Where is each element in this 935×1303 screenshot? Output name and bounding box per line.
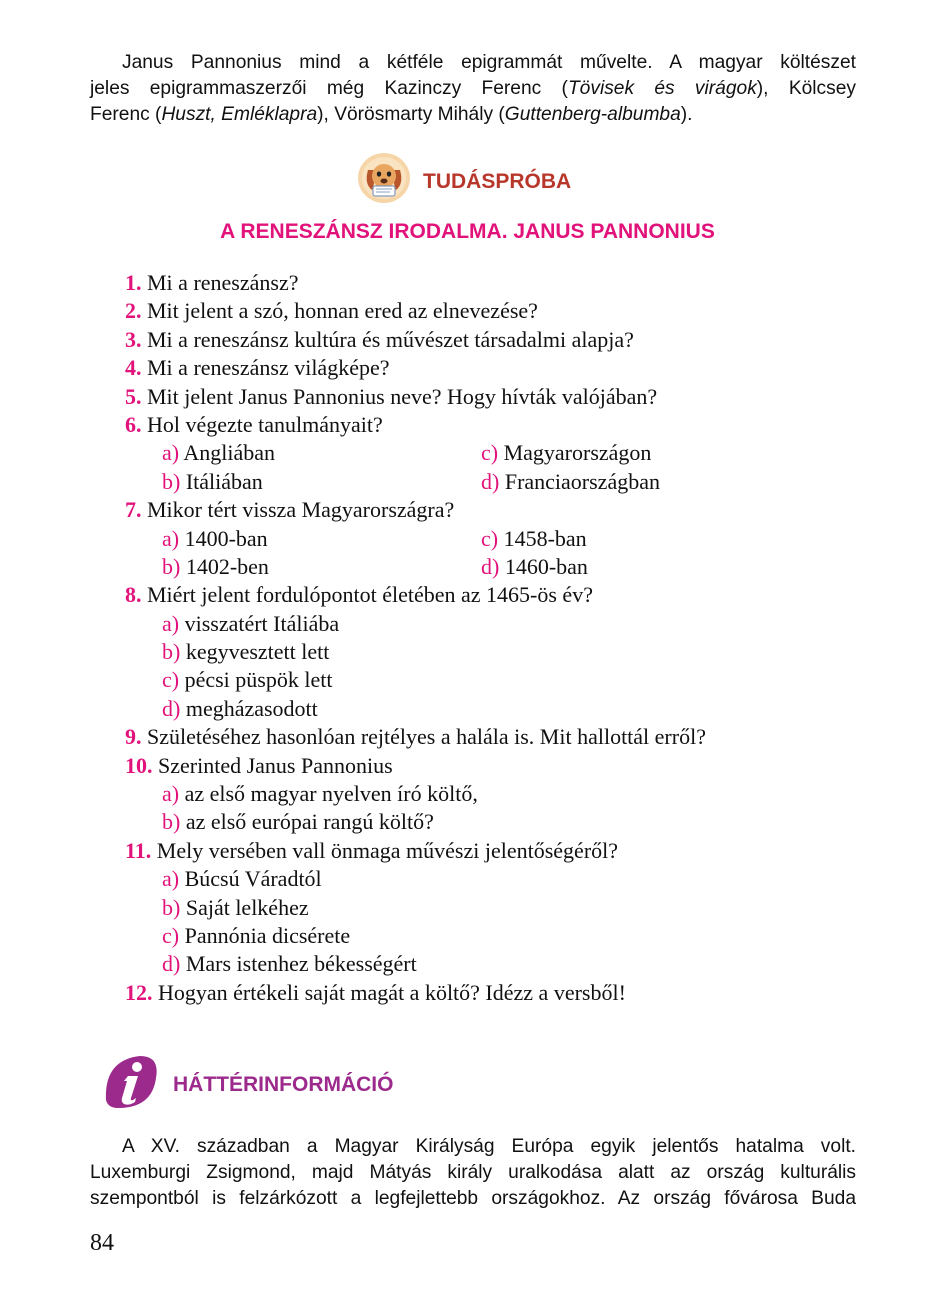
option-text: Pannónia dicsérete bbox=[184, 922, 351, 948]
option-row: a) Angliában c) Magyarországon bbox=[125, 439, 885, 467]
option-row: b) kegyvesztett lett bbox=[162, 639, 330, 665]
option-text: kegyvesztett lett bbox=[185, 639, 330, 665]
option-text: pécsi püspök lett bbox=[184, 667, 333, 693]
question-7: 7. Mikor tért vissza Magyarországra? bbox=[125, 497, 455, 523]
option-text: Angliában bbox=[183, 440, 276, 466]
background-line-1: A XV. században a Magyar Királyság Európa egyik jelentős hatalma volt. bbox=[122, 1136, 856, 1157]
question-8: 8. Miért jelent fordulópontot életében az 1465-ös év? bbox=[125, 582, 593, 608]
question-9: 9. Születéséhez hasonlóan rejtélyes a halála is. Mit hallottál erről? bbox=[125, 724, 706, 750]
option-text: 1458-ban bbox=[503, 525, 587, 551]
quiz-title: TUDÁSPRÓBA bbox=[423, 170, 572, 193]
intro-line-2: jeles epigrammaszerzői még Kazinczy Ferenc (Tövisek és virágok), Kölcsey bbox=[90, 78, 857, 99]
option-text: visszatért Itáliába bbox=[184, 610, 340, 636]
intro-line-3: Ferenc (Huszt, Emléklapra), Vörösmarty Mihály (Guttenberg-albumba). bbox=[90, 104, 693, 125]
option-text: Saját lelkéhez bbox=[185, 894, 309, 920]
option-text: Itáliában bbox=[185, 468, 263, 494]
option-row: b) az első európai rangú költő? bbox=[162, 809, 434, 835]
option-col2: c) 1458-ban bbox=[481, 525, 587, 551]
option-row: a) 1400-ban c) 1458-ban bbox=[125, 525, 885, 553]
dog-mascot-icon bbox=[356, 150, 412, 204]
option-row: a) az első magyar nyelven író költő, bbox=[162, 781, 478, 807]
option-text: Búcsú Váradtól bbox=[184, 866, 322, 892]
option-row: c) Pannónia dicsérete bbox=[162, 922, 351, 948]
option-text: Mars istenhez békességért bbox=[185, 951, 417, 977]
page-number: 84 bbox=[90, 1230, 114, 1256]
quiz-subtitle: A RENESZÁNSZ IRODALMA. JANUS PANNONIUS bbox=[220, 220, 715, 243]
work-title: Guttenberg-albumba bbox=[504, 104, 681, 125]
question-11: 11. Mely versében vall önmaga művészi jelentőségéről? bbox=[125, 837, 619, 863]
option-col2: d) Franciaországban bbox=[481, 468, 660, 494]
question-list bbox=[125, 269, 885, 1007]
background-paragraph bbox=[90, 1134, 856, 1212]
option-text: Magyarországon bbox=[503, 440, 652, 466]
option-text: az első európai rangú költő? bbox=[185, 809, 434, 835]
question-12: 12. Hogyan értékeli saját magát a költő? Idézz a versből! bbox=[125, 979, 626, 1005]
work-title: Huszt, Emléklapra bbox=[161, 104, 318, 125]
info-icon bbox=[100, 1052, 160, 1112]
option-row: b) Itáliában d) Franciaországban bbox=[125, 468, 885, 496]
option-text: az első magyar nyelven író költő, bbox=[184, 781, 478, 807]
option-text: 1460-ban bbox=[504, 553, 588, 579]
option-col2: d) 1460-ban bbox=[481, 553, 588, 579]
option-text: 1400-ban bbox=[184, 525, 268, 551]
option-row: a) Búcsú Váradtól bbox=[162, 866, 322, 892]
option-row: b) 1402-ben d) 1460-ban bbox=[125, 553, 885, 581]
background-title: HÁTTÉRINFORMÁCIÓ bbox=[173, 1073, 394, 1096]
question-3: 3. Mi a reneszánsz kultúra és művészet társadalmi alapja? bbox=[125, 326, 634, 352]
intro-paragraph bbox=[90, 50, 856, 128]
intro-line-1: Janus Pannonius mind a kétféle epigrammát művelte. A magyar költészet bbox=[122, 52, 856, 73]
option-row: d) Mars istenhez békességért bbox=[162, 951, 417, 977]
option-row: b) Saját lelkéhez bbox=[162, 894, 309, 920]
option-row: d) megházasodott bbox=[162, 695, 318, 721]
background-line-3: szempontból is felzárkózott a legfejlettebb országokhoz. Az ország fővárosa Buda bbox=[90, 1188, 856, 1209]
option-row: a) visszatért Itáliába bbox=[162, 610, 340, 636]
option-text: Franciaországban bbox=[504, 468, 660, 494]
question-6: 6. Hol végezte tanulmányait? bbox=[125, 411, 383, 437]
option-text: megházasodott bbox=[185, 695, 318, 721]
question-1: 1. Mi a reneszánsz? bbox=[125, 270, 299, 295]
question-10: 10. Szerinted Janus Pannonius bbox=[125, 752, 393, 778]
question-5: 5. Mit jelent Janus Pannonius neve? Hogy hívták valójában? bbox=[125, 383, 658, 409]
work-title: Tövisek és virágok bbox=[567, 78, 757, 99]
option-col2: c) Magyarországon bbox=[481, 440, 652, 466]
option-text: 1402-ben bbox=[185, 553, 269, 579]
question-2: 2. Mit jelent a szó, honnan ered az elnevezése? bbox=[125, 298, 538, 324]
background-heading bbox=[100, 1052, 500, 1114]
background-line-2: Luxemburgi Zsigmond, majd Mátyás király uralkodása alatt az ország kulturális bbox=[90, 1162, 856, 1183]
option-row: c) pécsi püspök lett bbox=[162, 667, 333, 693]
question-4: 4. Mi a reneszánsz világképe? bbox=[125, 355, 390, 381]
